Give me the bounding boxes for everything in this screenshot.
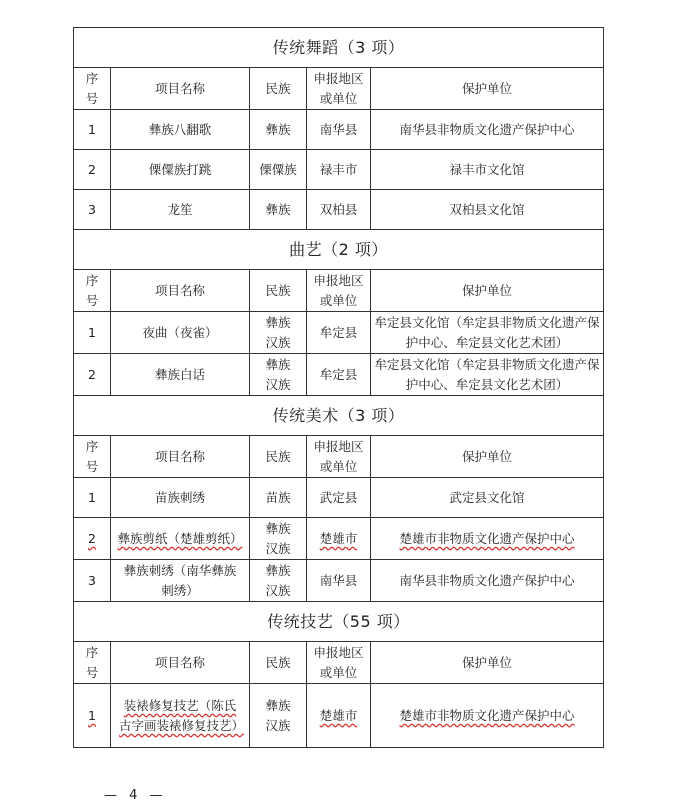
- row-ethnic: 彝族汉族: [250, 560, 307, 602]
- row-region: 双柏县: [307, 190, 371, 230]
- header-no: 序号: [74, 270, 111, 312]
- row-name: 傈僳族打跳: [111, 150, 250, 190]
- row-no: 3: [74, 190, 111, 230]
- heritage-table: [73, 27, 604, 748]
- row-ethnic: 彝族汉族: [250, 354, 307, 396]
- header-unit: 保护单位: [371, 642, 604, 684]
- row-no: 1: [74, 110, 111, 150]
- table-row: [74, 354, 604, 396]
- header-no: 序号: [74, 642, 111, 684]
- header-ethnic: 民族: [250, 436, 307, 478]
- table-row: [74, 684, 604, 748]
- header-unit: 保护单位: [371, 436, 604, 478]
- row-ethnic: 彝族: [250, 110, 307, 150]
- row-no: 1: [74, 478, 111, 518]
- header-unit: 保护单位: [371, 68, 604, 110]
- row-name: 龙笙: [111, 190, 250, 230]
- row-region: 牟定县: [307, 354, 371, 396]
- section-title: 曲艺（2 项）: [74, 230, 604, 270]
- row-name: 夜曲（夜雀）: [111, 312, 250, 354]
- row-ethnic: 苗族: [250, 478, 307, 518]
- header-ethnic: 民族: [250, 270, 307, 312]
- row-unit: 双柏县文化馆: [371, 190, 604, 230]
- row-ethnic: 彝族汉族: [250, 518, 307, 560]
- row-region: 牟定县: [307, 312, 371, 354]
- row-region: 楚雄市: [307, 684, 371, 748]
- table-row: [74, 478, 604, 518]
- header-unit: 保护单位: [371, 270, 604, 312]
- row-region: 楚雄市: [307, 518, 371, 560]
- row-name: 彝族八翻歌: [111, 110, 250, 150]
- row-name: 装裱修复技艺（陈氏古字画装裱修复技艺）: [111, 684, 250, 748]
- header-name: 项目名称: [111, 270, 250, 312]
- row-unit: 武定县文化馆: [371, 478, 604, 518]
- page-number: — 4 —: [104, 788, 167, 803]
- section-title: 传统舞蹈（3 项）: [74, 28, 604, 68]
- row-ethnic: 彝族汉族: [250, 312, 307, 354]
- table-row: [74, 110, 604, 150]
- table-row: [74, 560, 604, 602]
- row-name: 彝族白话: [111, 354, 250, 396]
- row-unit: 禄丰市文化馆: [371, 150, 604, 190]
- header-region: 申报地区或单位: [307, 68, 371, 110]
- row-ethnic: 彝族: [250, 190, 307, 230]
- row-unit: 南华县非物质文化遗产保护中心: [371, 110, 604, 150]
- header-no: 序号: [74, 436, 111, 478]
- row-no: 2: [74, 150, 111, 190]
- row-region: 禄丰市: [307, 150, 371, 190]
- header-name: 项目名称: [111, 642, 250, 684]
- header-region: 申报地区或单位: [307, 642, 371, 684]
- row-no: 1: [74, 684, 111, 748]
- header-name: 项目名称: [111, 436, 250, 478]
- header-region: 申报地区或单位: [307, 436, 371, 478]
- row-region: 武定县: [307, 478, 371, 518]
- table-row: [74, 518, 604, 560]
- row-no: 2: [74, 354, 111, 396]
- row-no: 2: [74, 518, 111, 560]
- table-row: [74, 150, 604, 190]
- header-region: 申报地区或单位: [307, 270, 371, 312]
- row-region: 南华县: [307, 110, 371, 150]
- row-unit: 牟定县文化馆（牟定县非物质文化遗产保护中心、牟定县文化艺术团）: [371, 354, 604, 396]
- header-ethnic: 民族: [250, 68, 307, 110]
- row-name: 彝族刺绣（南华彝族刺绣）: [111, 560, 250, 602]
- table-row: [74, 312, 604, 354]
- header-ethnic: 民族: [250, 642, 307, 684]
- row-name: 彝族剪纸（楚雄剪纸）: [111, 518, 250, 560]
- row-name: 苗族刺绣: [111, 478, 250, 518]
- header-name: 项目名称: [111, 68, 250, 110]
- row-unit: 南华县非物质文化遗产保护中心: [371, 560, 604, 602]
- section-title: 传统技艺（55 项）: [74, 602, 604, 642]
- row-unit: 楚雄市非物质文化遗产保护中心: [371, 684, 604, 748]
- row-no: 1: [74, 312, 111, 354]
- row-region: 南华县: [307, 560, 371, 602]
- section-title: 传统美术（3 项）: [74, 396, 604, 436]
- header-no: 序号: [74, 68, 111, 110]
- row-unit: 楚雄市非物质文化遗产保护中心: [371, 518, 604, 560]
- row-no: 3: [74, 560, 111, 602]
- row-unit: 牟定县文化馆（牟定县非物质文化遗产保护中心、牟定县文化艺术团）: [371, 312, 604, 354]
- row-ethnic: 傈僳族: [250, 150, 307, 190]
- row-ethnic: 彝族汉族: [250, 684, 307, 748]
- table-row: [74, 190, 604, 230]
